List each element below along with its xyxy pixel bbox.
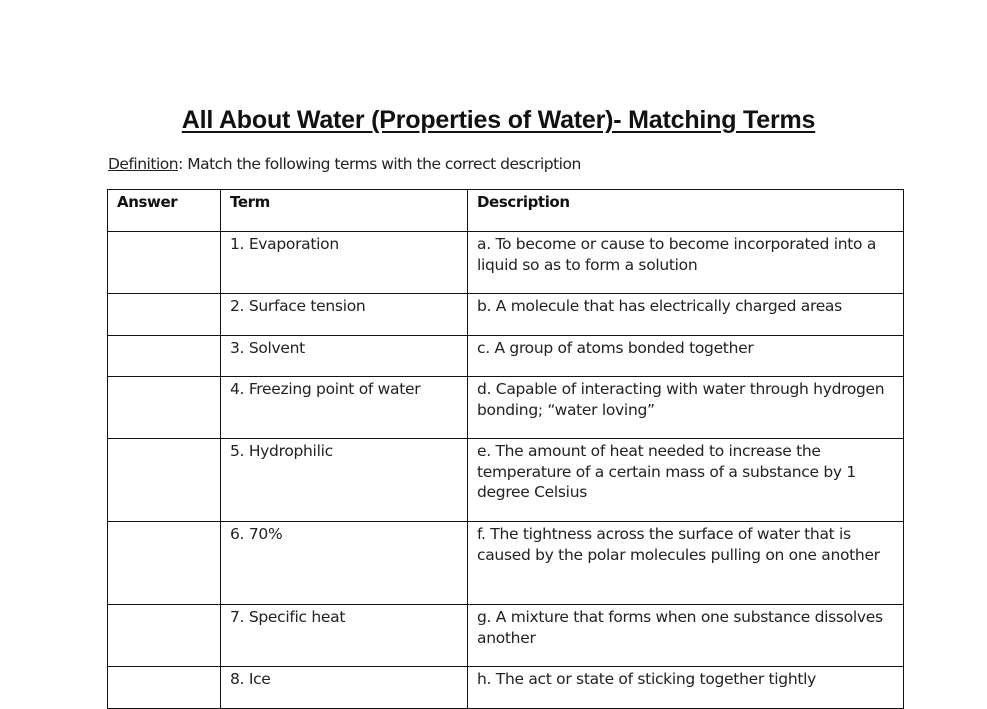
answer-cell[interactable] bbox=[108, 232, 221, 294]
page-title: All About Water (Properties of Water)- Matching Terms bbox=[181, 106, 816, 134]
description-cell: e. The amount of heat needed to increase the temperature of a certain mass of a substance by 1 degree Celsius bbox=[468, 439, 904, 522]
instruction-line bbox=[108, 155, 581, 173]
table-header-row bbox=[108, 190, 904, 232]
term-cell: 5. Hydrophilic bbox=[221, 439, 468, 522]
table-row bbox=[108, 522, 904, 605]
description-cell: d. Capable of interacting with water through hydrogen bonding; “water loving” bbox=[468, 377, 904, 439]
description-cell: f. The tightness across the surface of water that is caused by the polar molecules pulling on one another bbox=[468, 522, 904, 605]
term-cell: 6. 70% bbox=[221, 522, 468, 605]
answer-cell[interactable] bbox=[108, 377, 221, 439]
term-cell: 8. Ice bbox=[221, 667, 468, 709]
description-cell: g. A mixture that forms when one substance dissolves another bbox=[468, 605, 904, 667]
header-description: Description bbox=[468, 190, 904, 232]
description-cell: b. A molecule that has electrically charged areas bbox=[468, 294, 904, 336]
term-cell: 2. Surface tension bbox=[221, 294, 468, 336]
header-answer: Answer bbox=[108, 190, 221, 232]
answer-cell[interactable] bbox=[108, 522, 221, 605]
description-cell: a. To become or cause to become incorporated into a liquid so as to form a solution bbox=[468, 232, 904, 294]
description-cell: c. A group of atoms bonded together bbox=[468, 336, 904, 377]
answer-cell[interactable] bbox=[108, 439, 221, 522]
instruction-separator: : bbox=[178, 155, 183, 173]
answer-cell[interactable] bbox=[108, 605, 221, 667]
table-row bbox=[108, 605, 904, 667]
term-cell: 1. Evaporation bbox=[221, 232, 468, 294]
instruction-text: Match the following terms with the correct description bbox=[182, 155, 581, 173]
term-cell: 3. Solvent bbox=[221, 336, 468, 377]
header-term: Term bbox=[221, 190, 468, 232]
description-cell: h. The act or state of sticking together tightly bbox=[468, 667, 904, 709]
table-row bbox=[108, 336, 904, 377]
answer-cell[interactable] bbox=[108, 336, 221, 377]
matching-table bbox=[107, 189, 904, 709]
table-row bbox=[108, 294, 904, 336]
term-cell: 4. Freezing point of water bbox=[221, 377, 468, 439]
instruction-label: Definition bbox=[108, 155, 179, 173]
table-row bbox=[108, 232, 904, 294]
table-row bbox=[108, 377, 904, 439]
answer-cell[interactable] bbox=[108, 294, 221, 336]
term-cell: 7. Specific heat bbox=[221, 605, 468, 667]
table-row bbox=[108, 439, 904, 522]
